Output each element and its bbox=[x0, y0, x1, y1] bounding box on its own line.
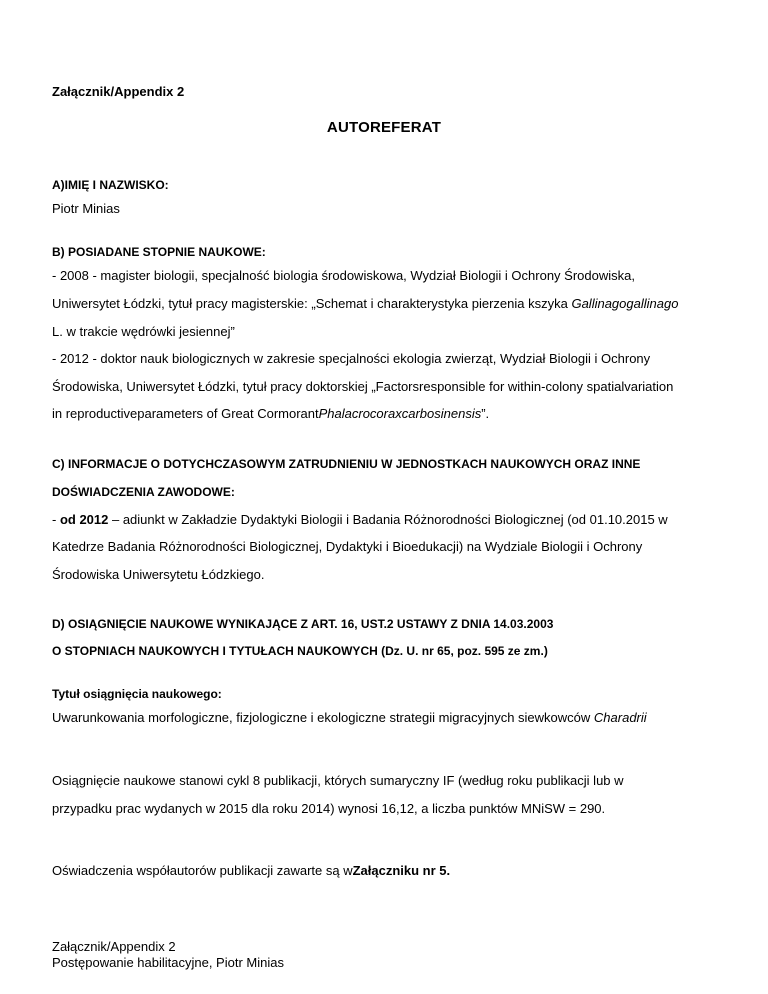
employment-dash: - bbox=[52, 512, 60, 527]
cycle-line-1: Osiągnięcie naukowe stanowi cykl 8 publikacji, których sumaryczny IF (według roku publikacji lub w bbox=[52, 773, 624, 788]
degree-line-1: - 2008 - magister biologii, specjalność biologia środowiskowa, Wydział Biologii i Ochrony Środowiska, bbox=[52, 268, 635, 283]
cycle-line-2: przypadku prac wydanych w 2015 dla roku 2014) wynosi 16,12, a liczba punktów MNiSW = 290. bbox=[52, 801, 606, 816]
appendix-reference: Załączniku nr 5. bbox=[352, 863, 451, 878]
degree-line-6-end: ”. bbox=[481, 406, 490, 421]
species-name-phalacrocorax: Phalacrocoraxcarbosinensis bbox=[318, 406, 482, 421]
appendix-header: Załącznik/Appendix 2 bbox=[52, 84, 185, 99]
section-d-heading-2: O STOPNIACH NAUKOWYCH I TYTUŁACH NAUKOWYCH (Dz. U. nr 65, poz. 595 ze zm.) bbox=[52, 644, 548, 658]
person-name: Piotr Minias bbox=[52, 201, 120, 216]
degree-line-4: - 2012 - doktor nauk biologicznych w zakresie specjalności ekologia zwierząt, Wydział Biologii i Ochrony bbox=[52, 351, 651, 366]
coauthor-statement-text: Oświadczenia współautorów publikacji zawarte są w bbox=[52, 863, 353, 878]
achievement-label: Tytuł osiągnięcia naukowego: bbox=[52, 687, 222, 701]
footer-line-2: Postępowanie habilitacyjne, Piotr Minias bbox=[52, 955, 284, 970]
degree-line-3: L. w trakcie wędrówki jesiennej” bbox=[52, 324, 235, 339]
achievement-title-text: Uwarunkowania morfologiczne, fizjologiczne i ekologiczne strategii migracyjnych siewkowców bbox=[52, 710, 594, 725]
section-d-heading-1: D) OSIĄGNIĘCIE NAUKOWE WYNIKAJĄCE Z ART. 16, UST.2 USTAWY Z DNIA 14.03.2003 bbox=[52, 617, 554, 631]
employment-line-1 bbox=[52, 512, 668, 528]
coauthor-statement bbox=[52, 863, 450, 879]
section-a-heading: A)IMIĘ I NAZWISKO: bbox=[52, 178, 169, 192]
employment-since: od 2012 bbox=[59, 512, 109, 527]
section-b-heading: B) POSIADANE STOPNIE NAUKOWE: bbox=[52, 245, 266, 259]
employment-line-1-text: – adiunkt w Zakładzie Dydaktyki Biologii i Badania Różnorodności Biologicznej (od 01.10.2015 w bbox=[108, 512, 668, 527]
employment-line-3: Środowiska Uniwersytetu Łódzkiego. bbox=[52, 567, 265, 582]
achievement-title bbox=[52, 710, 647, 726]
taxon-charadrii: Charadrii bbox=[593, 710, 647, 725]
section-c-heading-1: C) INFORMACJE O DOTYCHCZASOWYM ZATRUDNIENIU W JEDNOSTKACH NAUKOWYCH ORAZ INNE bbox=[52, 457, 641, 471]
document-title: AUTOREFERAT bbox=[326, 119, 442, 136]
species-name-gallinago: Gallinagogallinago bbox=[571, 296, 679, 311]
degree-line-2 bbox=[52, 296, 678, 312]
degree-line-5: Środowiska, Uniwersytet Łódzki, tytuł pracy doktorskiej „Factorsresponsible for within-colony spatialvariation bbox=[52, 379, 674, 394]
footer-line-1: Załącznik/Appendix 2 bbox=[52, 939, 176, 954]
employment-line-2: Katedrze Badania Różnorodności Biologicznej, Dydaktyki i Bioedukacji) na Wydziale Biologii i Ochrony bbox=[52, 539, 643, 554]
section-c-heading-2: DOŚWIADCZENIA ZAWODOWE: bbox=[52, 485, 235, 499]
degree-line-6 bbox=[52, 406, 489, 422]
degree-line-6-text: in reproductiveparameters of Great Cormorant bbox=[52, 406, 319, 421]
degree-line-2-text: Uniwersytet Łódzki, tytuł pracy magisterskie: „Schemat i charakterystyka pierzenia kszyka bbox=[52, 296, 572, 311]
